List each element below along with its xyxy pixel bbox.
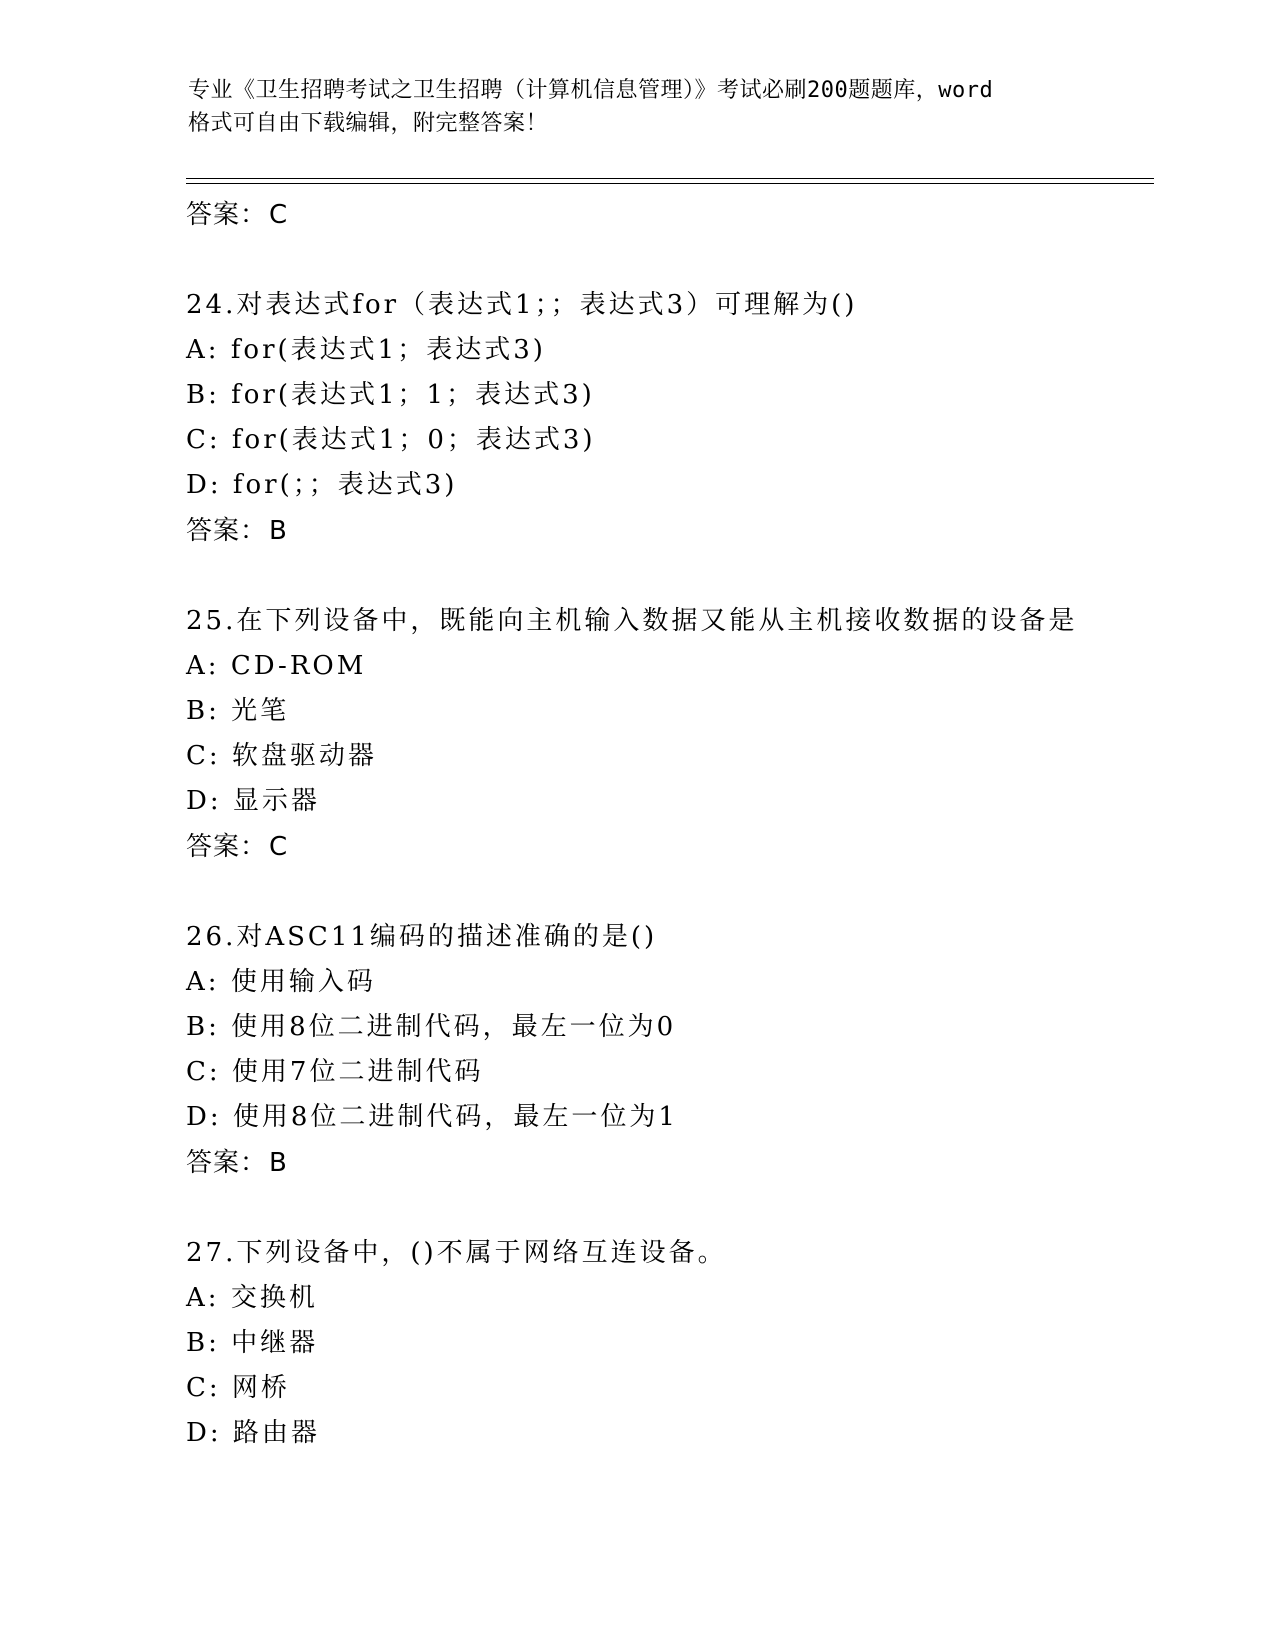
option-b	[186, 373, 1186, 418]
answer-label: 答案：	[186, 832, 268, 862]
option-letter: C:	[186, 425, 221, 455]
option-b	[186, 689, 1186, 734]
option-d	[186, 1411, 1186, 1456]
option-d	[186, 779, 1186, 824]
question-block	[186, 598, 1186, 870]
option-letter: D:	[186, 786, 222, 816]
header-divider-second	[186, 183, 1154, 184]
spacer	[186, 1186, 1186, 1230]
option-a	[186, 644, 1186, 689]
option-text: 使用8位二进制代码，最左一位为1	[232, 1102, 678, 1132]
page-header	[188, 74, 1088, 140]
option-letter: C:	[186, 1373, 221, 1403]
option-letter: D:	[186, 1418, 222, 1448]
option-text: 使用输入码	[230, 967, 376, 997]
answer-line	[186, 1140, 1186, 1186]
option-a	[186, 960, 1186, 1005]
question-block	[186, 282, 1186, 554]
answer-line	[186, 508, 1186, 554]
header-line-1: 专业《卫生招聘考试之卫生招聘（计算机信息管理）》考试必刷200题题库，word	[188, 78, 994, 103]
option-d	[186, 1095, 1186, 1140]
option-letter: B:	[186, 696, 220, 726]
spacer	[186, 870, 1186, 914]
answer-label: 答案：	[186, 1148, 268, 1178]
option-text: 光笔	[231, 696, 290, 726]
option-text: for(；；表达式3)	[232, 470, 458, 500]
option-c	[186, 418, 1186, 463]
header-line-2: 格式可自由下载编辑，附完整答案！	[188, 111, 549, 136]
option-letter: C:	[186, 1057, 221, 1087]
option-a	[186, 1276, 1186, 1321]
option-text: for(表达式1；0；表达式3)	[231, 425, 596, 455]
option-letter: C:	[186, 741, 221, 771]
question-stem: 27.下列设备中，()不属于网络互连设备。	[186, 1238, 727, 1268]
option-letter: B:	[186, 1012, 220, 1042]
question-block	[186, 914, 1186, 1186]
option-text: 中继器	[231, 1328, 319, 1358]
question-block	[186, 1230, 1186, 1456]
answer-label: 答案：	[186, 200, 268, 230]
option-text: for(表达式1；1；表达式3)	[231, 380, 595, 410]
option-a	[186, 328, 1186, 373]
option-letter: D:	[186, 470, 222, 500]
answer-value: C	[269, 200, 289, 230]
option-letter: D:	[186, 1102, 222, 1132]
spacer	[186, 554, 1186, 598]
option-d	[186, 463, 1186, 508]
option-text: 交换机	[230, 1283, 318, 1313]
option-text: for(表达式1；表达式3)	[230, 335, 546, 365]
answer-value: C	[269, 832, 289, 862]
header-divider	[186, 178, 1154, 179]
option-letter: A:	[186, 335, 220, 365]
question-stem: 25.在下列设备中，既能向主机输入数据又能从主机接收数据的设备是	[186, 606, 1078, 636]
option-b	[186, 1321, 1186, 1366]
option-text: 软盘驱动器	[231, 741, 377, 771]
answer-value: B	[269, 1148, 288, 1178]
option-c	[186, 734, 1186, 779]
answer-line	[186, 824, 1186, 870]
option-text: 路由器	[232, 1418, 320, 1448]
option-text: 使用8位二进制代码，最左一位为0	[231, 1012, 677, 1042]
question-stem: 26.对ASC11编码的描述准确的是()	[186, 922, 658, 952]
option-text: CD-ROM	[230, 651, 367, 681]
spacer	[186, 238, 1186, 282]
answer-label: 答案：	[186, 516, 268, 546]
question-stem: 24.对表达式for（表达式1；；表达式3）可理解为()	[186, 290, 858, 320]
option-text: 显示器	[232, 786, 320, 816]
option-text: 使用7位二进制代码	[231, 1057, 484, 1087]
answer-value: B	[269, 516, 288, 546]
question-list	[186, 192, 1186, 1456]
option-letter: A:	[186, 651, 220, 681]
option-letter: B:	[186, 1328, 220, 1358]
option-letter: A:	[186, 967, 220, 997]
option-c	[186, 1050, 1186, 1095]
option-text: 网桥	[231, 1373, 290, 1403]
option-letter: B:	[186, 380, 220, 410]
option-b	[186, 1005, 1186, 1050]
option-c	[186, 1366, 1186, 1411]
answer-line	[186, 192, 1186, 238]
option-letter: A:	[186, 1283, 220, 1313]
